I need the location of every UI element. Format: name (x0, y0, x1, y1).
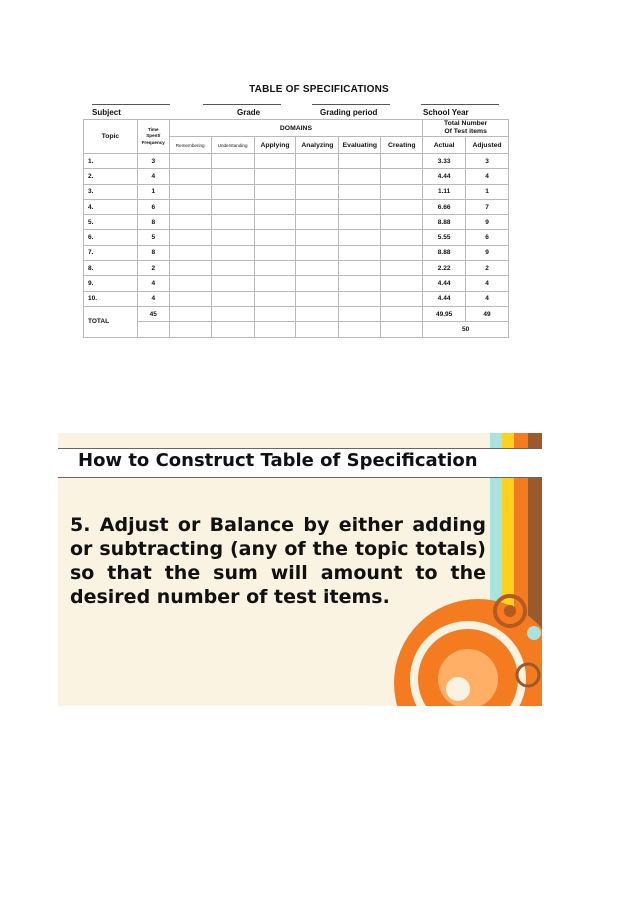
analyzing-header: Analyzing (296, 137, 339, 154)
grading-period-label: Grading period (320, 108, 378, 117)
header-row-1 (84, 120, 509, 137)
remembering-cell (169, 276, 211, 291)
time-cell: 4 (137, 291, 169, 306)
actual-cell: 8.88 (423, 245, 466, 260)
total-time: 45 (137, 306, 169, 321)
table-row (84, 154, 509, 169)
topic-cell: 9. (84, 276, 138, 291)
creating-header: Creating (381, 137, 423, 154)
applying-header: Applying (254, 137, 296, 154)
time-header (137, 120, 169, 154)
analyzing-cell (296, 261, 339, 276)
analyzing-cell (296, 215, 339, 230)
total-items-line-1: Total Number (443, 120, 488, 127)
analyzing-cell (296, 291, 339, 306)
adjusted-header: Adjusted (466, 137, 509, 154)
time-cell: 5 (137, 230, 169, 245)
final-total-row (84, 322, 509, 337)
applying-cell (254, 169, 296, 184)
applying-cell (254, 291, 296, 306)
adjusted-cell: 3 (466, 154, 509, 169)
understanding-cell (211, 261, 254, 276)
time-header-line-2: Spent/ (146, 133, 161, 139)
creating-cell (381, 261, 423, 276)
adjusted-cell: 4 (466, 291, 509, 306)
topic-cell: 8. (84, 261, 138, 276)
actual-cell: 4.44 (423, 169, 466, 184)
topic-cell: 2. (84, 169, 138, 184)
remembering-cell (169, 245, 211, 260)
total-actual: 49.95 (423, 306, 466, 321)
analyzing-cell (296, 230, 339, 245)
evaluating-cell (339, 215, 381, 230)
time-cell: 6 (137, 199, 169, 214)
adjusted-cell: 9 (466, 245, 509, 260)
understanding-cell (211, 291, 254, 306)
total-label: TOTAL (84, 306, 138, 337)
final-total: 50 (423, 322, 509, 337)
understanding-cell (211, 215, 254, 230)
topic-cell: 3. (84, 184, 138, 199)
table-row (84, 230, 509, 245)
adjusted-cell: 4 (466, 276, 509, 291)
evaluating-cell (339, 276, 381, 291)
creating-cell (381, 169, 423, 184)
tos-title: TABLE OF SPECIFICATIONS (249, 84, 389, 95)
school-year-line (421, 104, 499, 105)
time-cell: 2 (137, 261, 169, 276)
understanding-cell (211, 199, 254, 214)
adjusted-cell: 4 (466, 169, 509, 184)
specification-table (83, 119, 509, 338)
evaluating-cell (339, 154, 381, 169)
understanding-cell (211, 276, 254, 291)
creating-cell (381, 184, 423, 199)
topic-cell: 1. (84, 154, 138, 169)
applying-cell (254, 245, 296, 260)
table-row (84, 291, 509, 306)
time-cell: 4 (137, 276, 169, 291)
evaluating-cell (339, 261, 381, 276)
applying-cell (254, 276, 296, 291)
total-adjusted: 49 (466, 306, 509, 321)
topic-cell: 10. (84, 291, 138, 306)
creating-cell (381, 230, 423, 245)
small-cyan-dot (527, 626, 541, 640)
time-cell: 8 (137, 245, 169, 260)
analyzing-cell (296, 169, 339, 184)
actual-cell: 3.33 (423, 154, 466, 169)
applying-cell (254, 215, 296, 230)
analyzing-cell (296, 276, 339, 291)
applying-cell (254, 154, 296, 169)
topic-cell: 5. (84, 215, 138, 230)
grade-label: Grade (237, 108, 261, 117)
actual-cell: 2.22 (423, 261, 466, 276)
evaluating-cell (339, 230, 381, 245)
time-cell: 3 (137, 154, 169, 169)
grade-line (203, 104, 281, 105)
evaluating-cell (339, 184, 381, 199)
remembering-cell (169, 184, 211, 199)
grading-period-line (312, 104, 390, 105)
adjusted-cell: 7 (466, 199, 509, 214)
applying-cell (254, 184, 296, 199)
subject-line (92, 104, 170, 105)
analyzing-cell (296, 199, 339, 214)
table-row (84, 199, 509, 214)
understanding-cell (211, 169, 254, 184)
remembering-cell (169, 261, 211, 276)
evaluating-cell (339, 245, 381, 260)
adjusted-cell: 1 (466, 184, 509, 199)
time-header-line-3: Frequency (141, 139, 165, 145)
table-row (84, 261, 509, 276)
actual-cell: 6.66 (423, 199, 466, 214)
creating-cell (381, 276, 423, 291)
actual-cell: 4.44 (423, 276, 466, 291)
table-row (84, 276, 509, 291)
table-row (84, 169, 509, 184)
domains-header: DOMAINS (169, 120, 422, 137)
actual-cell: 1.11 (423, 184, 466, 199)
remembering-cell (169, 291, 211, 306)
slide-title: How to Construct Table of Specification (78, 450, 478, 471)
table-row (84, 245, 509, 260)
creating-cell (381, 154, 423, 169)
remembering-cell (169, 199, 211, 214)
actual-cell: 5.55 (423, 230, 466, 245)
remembering-cell (169, 154, 211, 169)
small-ring-1-dot (504, 605, 516, 617)
large-circle-dot (446, 677, 470, 701)
adjusted-cell: 6 (466, 230, 509, 245)
understanding-header: Understanding (211, 137, 254, 154)
creating-cell (381, 215, 423, 230)
applying-cell (254, 199, 296, 214)
topic-cell: 7. (84, 245, 138, 260)
applying-cell (254, 230, 296, 245)
creating-cell (381, 199, 423, 214)
evaluating-header: Evaluating (339, 137, 381, 154)
actual-cell: 8.88 (423, 215, 466, 230)
total-items-line-2: Of Test items (444, 128, 487, 135)
slide-body: 5. Adjust or Balance by either adding or subtracting (any of the topic totals) so that the sum will amount to the desired number of test items. (70, 514, 486, 608)
understanding-cell (211, 154, 254, 169)
evaluating-cell (339, 169, 381, 184)
remembering-cell (169, 215, 211, 230)
analyzing-cell (296, 184, 339, 199)
evaluating-cell (339, 291, 381, 306)
applying-cell (254, 261, 296, 276)
time-cell: 4 (137, 169, 169, 184)
table-row (84, 215, 509, 230)
adjusted-cell: 2 (466, 261, 509, 276)
understanding-cell (211, 245, 254, 260)
total-row (84, 306, 509, 321)
school-year-label: School Year (423, 108, 469, 117)
remembering-cell (169, 230, 211, 245)
topic-cell: 4. (84, 199, 138, 214)
topic-cell: 6. (84, 230, 138, 245)
subject-label: Subject (92, 108, 121, 117)
understanding-cell (211, 230, 254, 245)
evaluating-cell (339, 199, 381, 214)
total-items-header (423, 120, 509, 137)
remembering-cell (169, 169, 211, 184)
table-row (84, 184, 509, 199)
actual-cell: 4.44 (423, 291, 466, 306)
time-cell: 8 (137, 215, 169, 230)
slide (58, 433, 542, 706)
adjusted-cell: 9 (466, 215, 509, 230)
time-cell: 1 (137, 184, 169, 199)
creating-cell (381, 245, 423, 260)
topic-header: Topic (84, 120, 138, 154)
understanding-cell (211, 184, 254, 199)
time-header-line-1: Time (147, 126, 159, 132)
creating-cell (381, 291, 423, 306)
actual-header: Actual (423, 137, 466, 154)
analyzing-cell (296, 245, 339, 260)
remembering-header: Remembering (169, 137, 211, 154)
analyzing-cell (296, 154, 339, 169)
